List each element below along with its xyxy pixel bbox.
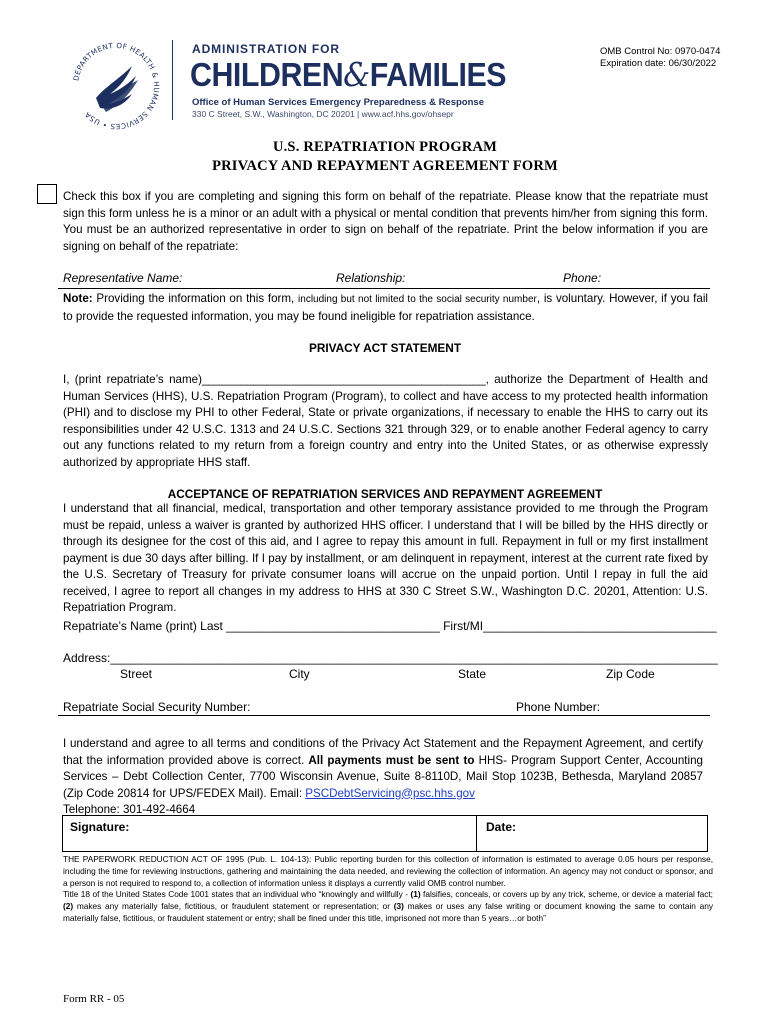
office-name: Office of Human Services Emergency Preparedness & Response	[192, 97, 484, 108]
privacy-act-text: I, (print repatriate’s name)____________________________________________, authorize the Department of Health and Human Services (HHS), U.S. Repatriation Program (Program), to collect and have access to my protected health information (PHI) and to disclose my PHI to other Federal, State or private organizations, if necessary to enable the HHS to carry out its responsibilities under 42 U.S.C. 1313 and 24 U.S.C. Sections 321 through 329, or to enable another Federal agency to carry out any functions related to my return from a foreign country and entry into the United States, or as otherwise expressly authorized by appropriate HHS staff.	[63, 373, 708, 469]
repatriate-name-field[interactable]: Repatriate’s Name (print) Last ________________________________ First/MI___________________________________	[63, 619, 717, 633]
header-divider	[172, 40, 173, 120]
repayment-agreement-heading: ACCEPTANCE OF REPATRIATION SERVICES AND REPAYMENT AGREEMENT	[167, 487, 603, 501]
omb-control-number: OMB Control No: 0970-0474	[600, 46, 721, 57]
form-title-line2: PRIVACY AND REPAYMENT AGREEMENT FORM	[212, 158, 558, 174]
paperwork-reduction-notice: THE PAPERWORK REDUCTION ACT OF 1995 (Pub. L. 104-13): Public reporting burden for this collection of information is estimated to average 0.05 hours per response, including the time for reviewing instructions, gathering and maintaining the data needed, and reviewing the collection of information. An agency may not conduct or sponsor, and a person is not required to respond to, a collection of information unless it displays a currently valid OMB control number.	[63, 854, 713, 888]
zip-code-label: Zip Code	[606, 667, 655, 681]
office-address: 330 C Street, S.W., Washington, DC 20201 | www.acf.hhs.gov/ohsepr	[192, 109, 454, 119]
form-id: Form RR - 05	[63, 993, 125, 1005]
state-label: State	[458, 667, 487, 681]
voluntary-note: Note: Providing the information on this form, including but not limited to the social security number, is voluntary. However, if you fail to provide the requested information, you may be found ineligible for repatriation assistance.	[63, 292, 708, 323]
relationship-label: Relationship:	[336, 271, 406, 285]
hhs-seal-logo	[66, 36, 166, 136]
representative-phone-label: Phone:	[563, 271, 602, 285]
telephone-text: Telephone: 301-492-4664	[63, 803, 196, 816]
street-label: Street	[120, 667, 153, 681]
omb-expiration-date: Expiration date: 06/30/2022	[600, 58, 717, 69]
debt-servicing-email-link[interactable]: PSCDebtServicing@psc.hhs.gov	[305, 786, 475, 800]
title18-notice: Title 18 of the United States Code 1001 states that an individual who “knowingly and willfully - (1) falsifies, conceals, or covers up by any trick, scheme, or device a material fact; (2) makes any materially false, fictitious, or fraudulent statement or representation; or (3) makes or uses any false writing or document knowing the same to contain any materially false, fictitious, or fraudulent statement or entry; shall be fined under this title, imprisoned not more than 5 years…or both”	[63, 889, 713, 923]
hhs-seal-text: DEPARTMENT OF HEALTH & HUMAN SERVICES • USA	[71, 40, 162, 132]
signature-label: Signature:	[70, 820, 130, 834]
privacy-act-heading: PRIVACY ACT STATEMENT	[308, 341, 462, 355]
acf-ampersand: &	[343, 55, 370, 94]
phone-number-label: Phone Number:	[516, 700, 601, 714]
note-label: Note:	[63, 292, 93, 305]
payment-instruction-bold: All payments must be sent to	[308, 753, 479, 767]
ssn-label: Repatriate Social Security Number:	[63, 700, 251, 714]
omb-info	[600, 46, 720, 70]
representative-name-label: Representative Name:	[63, 271, 183, 285]
agency-line1: ADMINISTRATION FOR	[192, 42, 340, 56]
form-title-line1: U.S. REPATRIATION PROGRAM	[272, 139, 498, 155]
city-label: City	[289, 667, 310, 681]
representative-instructions: Check this box if you are completing and signing this form on behalf of the repatriate. Please know that the repatriate must sign this form unless he is a minor or an adult with a physical or mental condition that prevents him/her from signing this form. You must be an authorized representative in order to sign on behalf of the repatriate. Print the below information if you are signing on behalf of the repatriate:	[63, 190, 708, 253]
signature-box	[62, 815, 708, 852]
date-label: Date:	[486, 820, 517, 834]
repayment-agreement-text: I understand that all financial, medical, transportation and other temporary assistance provided to me through the Program must be repaid, unless a waiver is granted by authorized HHS officer. I understand that I will be billed by the HHS directly or through its designee for the cost of this aid, and I agree to repay this amount in full. Repayment in full or my first installment payment is due 30 days after billing. If I pay by installment, or am delinquent in repayment, interest at the current rate fixed by the U.S. Secretary of Treasury for private consumer loans will accrue on the unpaid portion. Until I repay in full the aid received, I agree to report all changes in my address to HHS at 330 C Street S.W., Washington D.C. 20201, Attention: U.S. Repatriation Program.	[63, 502, 708, 614]
payment-agreement-text: I understand and agree to all terms and conditions of the Privacy Act Statement and the Repayment Agreement, and certify that the information provided above is correct. All payments must be sent to HHS- Program Support Center, Accounting Services – Debt Collection Center, 7700 Wisconsin Avenue, Suite 8-8110D, Mail Stop 1023B, Bethesda, Maryland 20857 (Zip Code 20814 for UPS/FEDEX Mail). Email: PSCDebtServicing@psc.hhs.gov Telephone: 301-492-4664	[63, 737, 703, 816]
acf-families: FAMILIES	[369, 56, 507, 93]
acf-children: CHILDREN	[190, 56, 344, 93]
address-field[interactable]: Address:___________________________________________________________________________________________	[63, 651, 718, 665]
signature-divider	[476, 816, 477, 851]
acf-wordmark	[190, 55, 506, 94]
ssn-phone-underline	[58, 715, 710, 716]
representative-checkbox[interactable]	[37, 184, 57, 204]
representative-info-line[interactable]	[58, 271, 710, 289]
address-sublabels	[63, 667, 708, 683]
